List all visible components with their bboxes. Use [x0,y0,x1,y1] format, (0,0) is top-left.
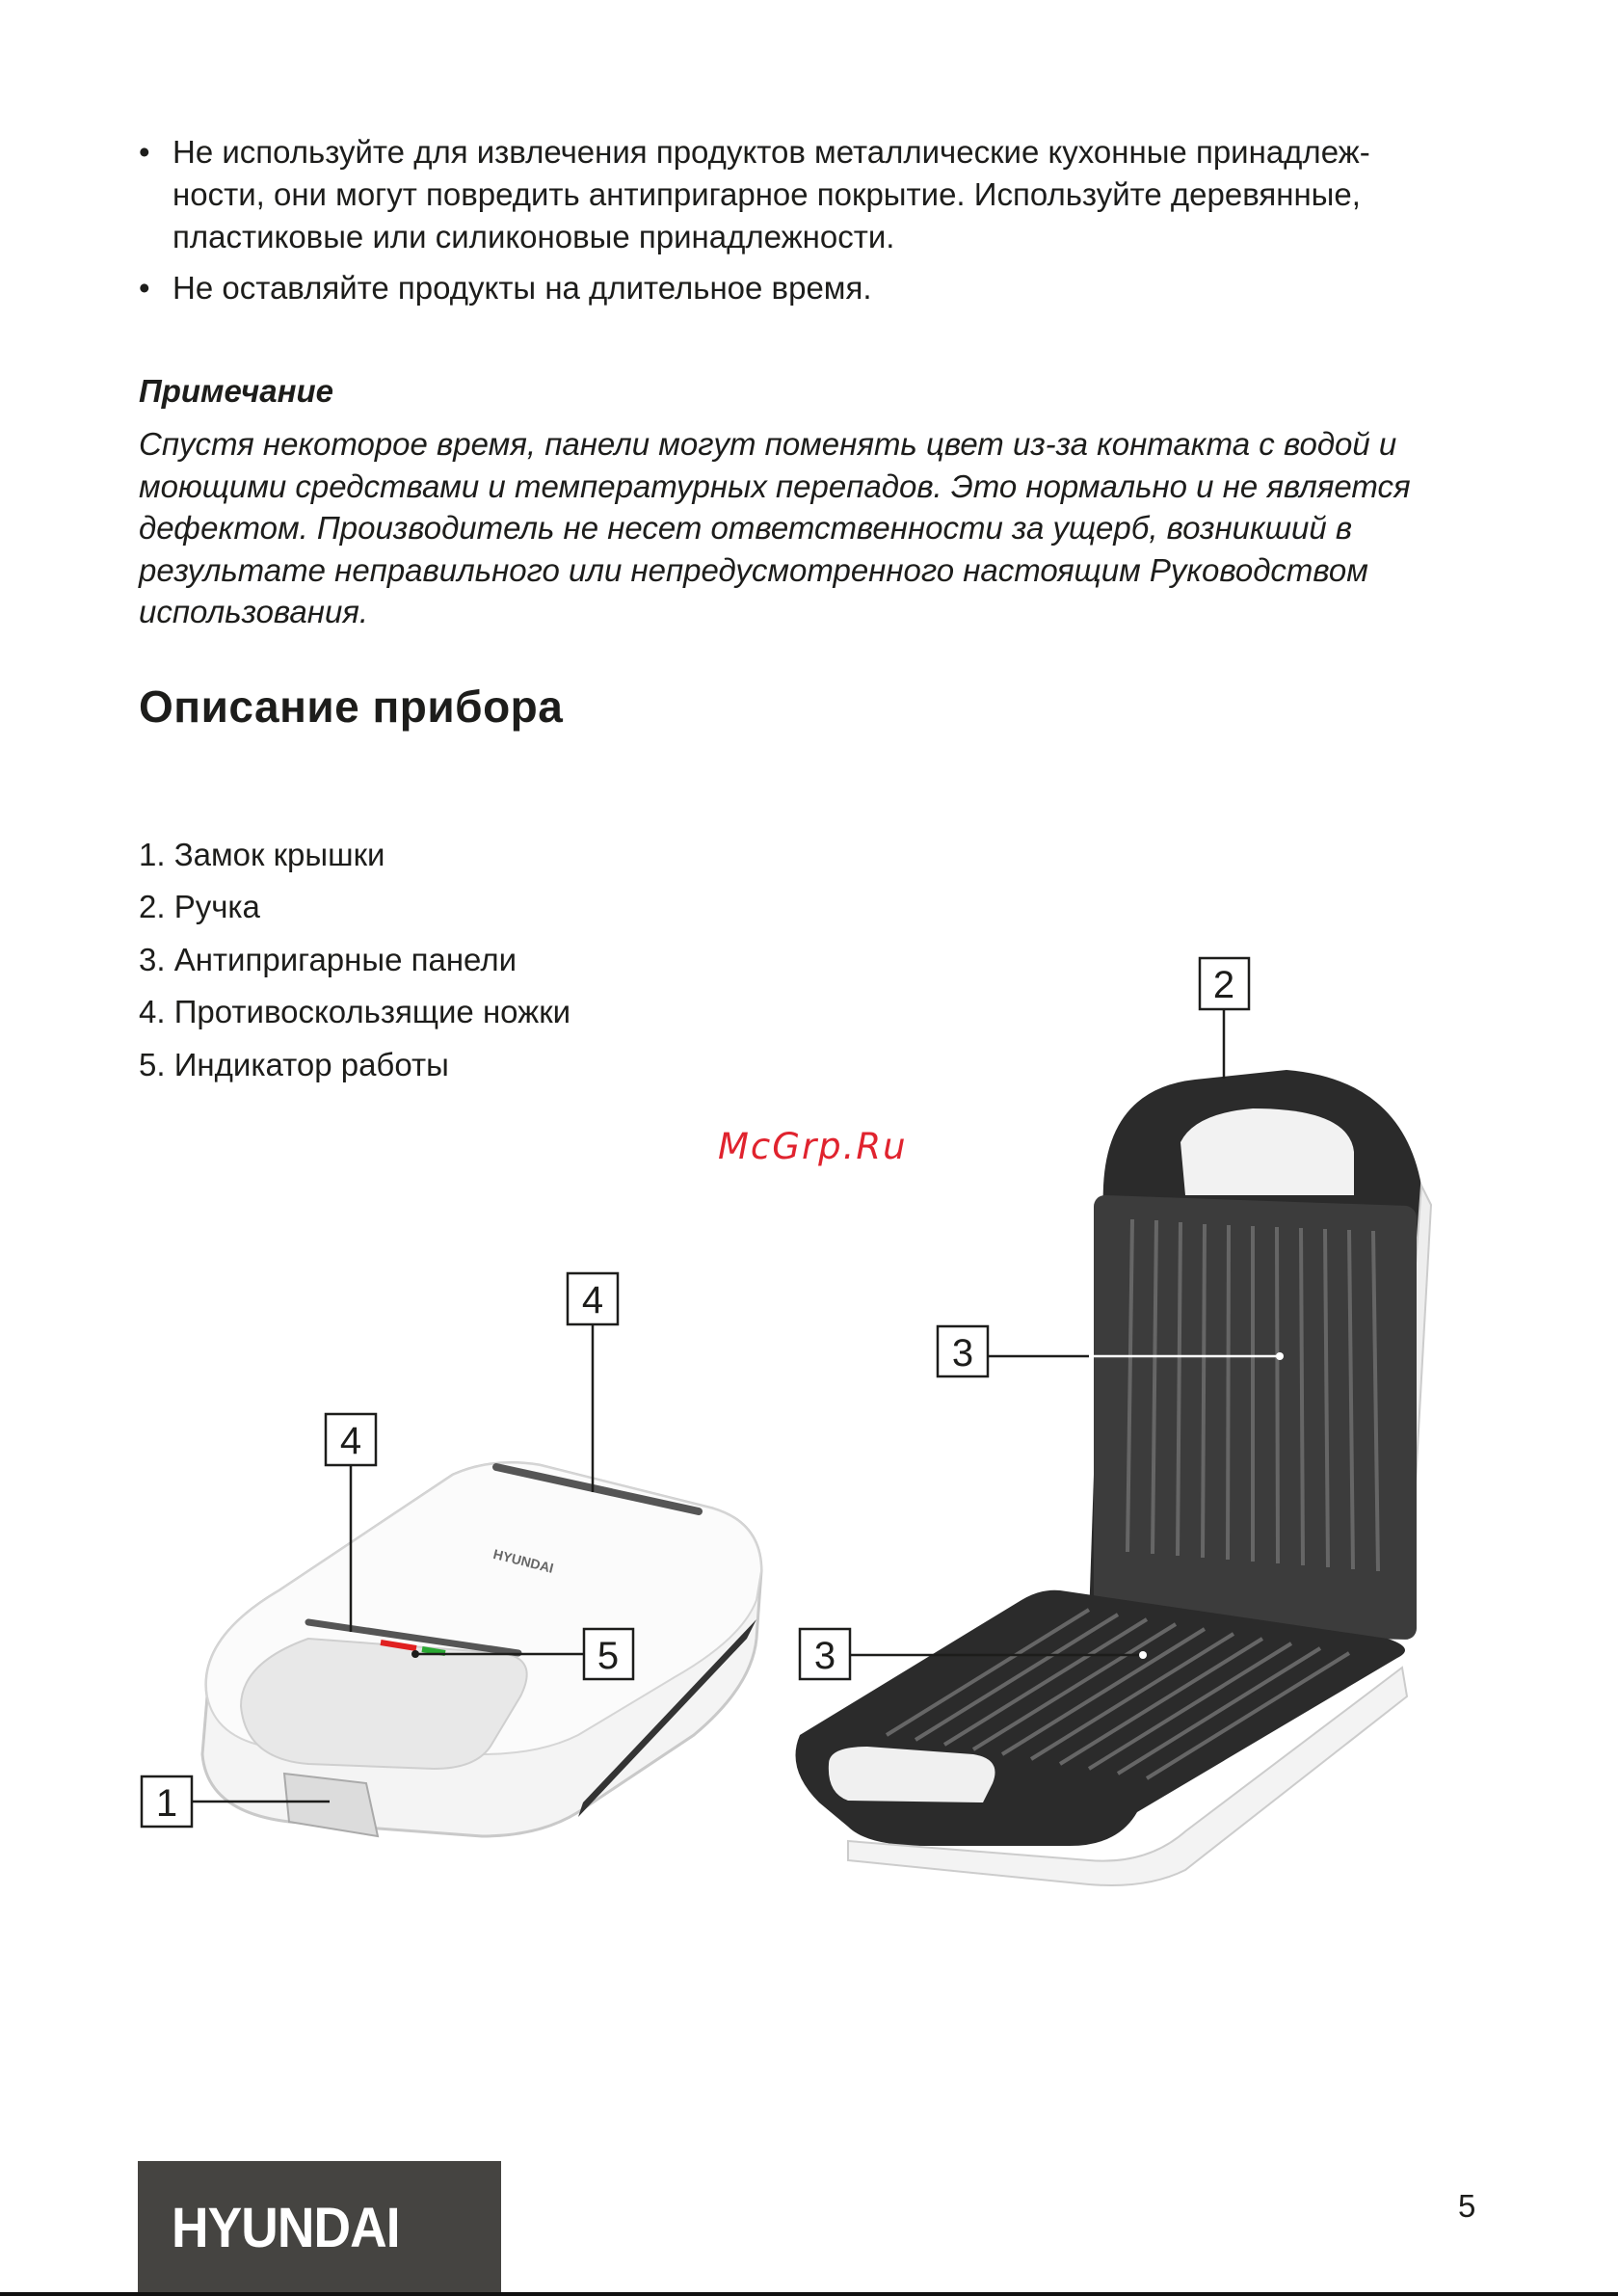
page-number: 5 [1458,2188,1476,2224]
list-item: 4. Противоскользящие ножки [139,994,571,1029]
callout-label-1: 1 [155,1782,178,1825]
brand-logo-text: HYUNDAI [172,2197,400,2259]
list-item: 3. Антипригарные панели [139,942,517,977]
callout-label-5: 5 [597,1635,620,1677]
note-line: использования. [139,594,369,629]
note-line: моющими средствами и температурных перепадов. Это нормально и не является [139,467,1411,504]
note-line: Спустя некоторое время, панели могут поменять цвет из-за контакта с водой и [139,426,1397,462]
note-line: дефектом. Производитель не несет ответственности за ущерб, возникший в [139,510,1353,546]
watermark: McGrp.Ru [718,1126,908,1167]
callout-label-4: 4 [339,1420,362,1462]
bottom-rule [0,2292,1618,2296]
list-item: 5. Индикатор работы [139,1047,449,1082]
bullet-line: пластиковые или силиконовые принадлежности. [172,219,895,254]
list-item: 1. Замок крышки [139,837,385,872]
brand-logo [138,2161,501,2296]
bullet-line: Не оставляйте продукты на длительное время. [172,270,872,306]
callout-label-3: 3 [951,1332,974,1375]
closed-sandwich-maker [202,1463,761,1836]
list-item: 2. Ручка [139,889,260,924]
open-grill [796,1070,1432,1885]
bullet-line: Не используйте для извлечения продуктов металлические кухонные принадлеж- [172,134,1370,170]
bullet-dot: • [139,134,150,170]
device-brand-label: HYUNDAI [491,1545,556,1576]
bullet-dot: • [139,270,150,306]
callout-label-3: 3 [813,1635,836,1677]
bullet-line: ности, они могут повредить антипригарное покрытие. Используйте деревянные, [172,176,1361,212]
note-line: результате неправильного или непредусмотренного настоящим Руководством [139,551,1368,588]
callout-label-4: 4 [581,1279,604,1322]
section-heading: Описание прибора [139,681,564,732]
note-title: Примечание [139,373,334,409]
callout-label-2: 2 [1212,964,1235,1006]
